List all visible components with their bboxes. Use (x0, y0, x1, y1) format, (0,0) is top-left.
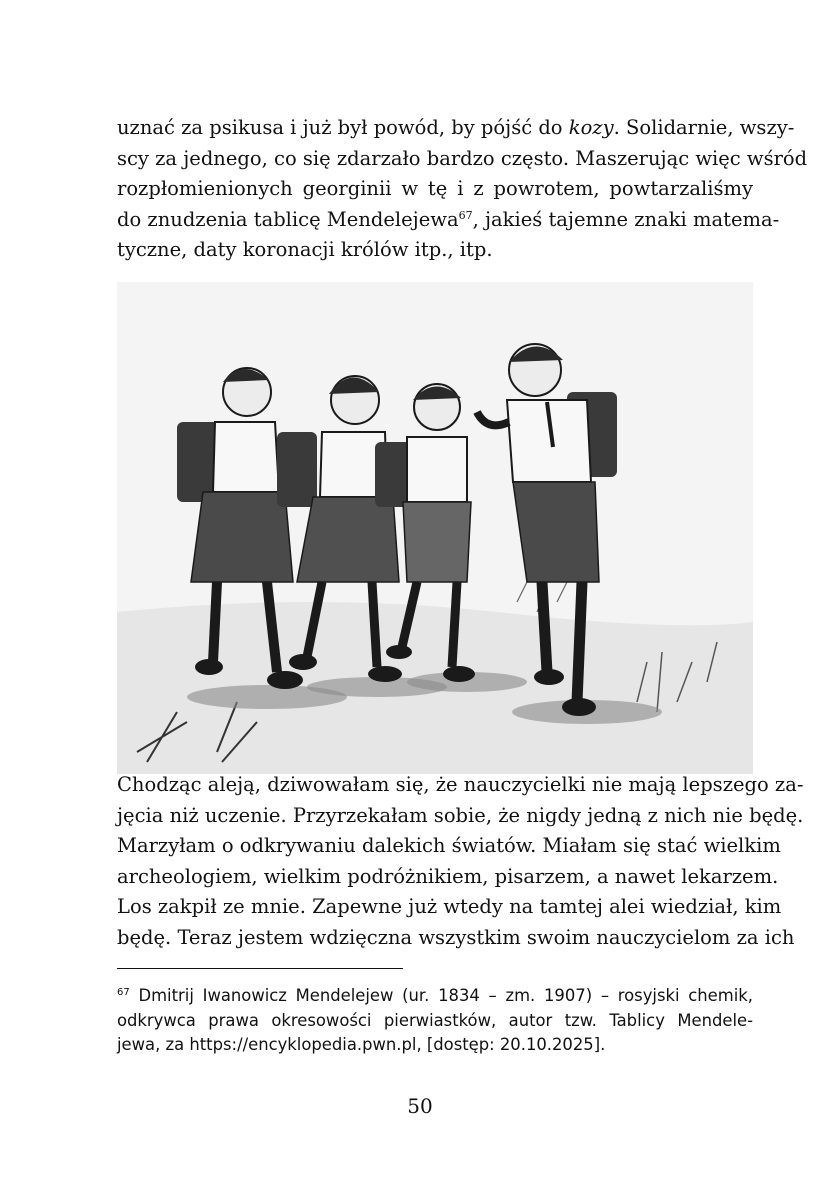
text-line: rozpłomienionych georginii w tę i z powrotem, powtarzaliśmy (117, 177, 753, 200)
text-line: jęcia niż uczenie. Przyrzekałam sobie, że nigdy jedną z nich nie będę. (117, 803, 804, 827)
footnote-line: $^{67}$ Dmitrij Iwanowicz Mendelejew (ur. 1834 – zm. 1907) – rosyjski chemik, (117, 986, 753, 1005)
footnote-line: odkrywca prawa okresowości pierwiastków, autor tzw. Tablicy Mendele- (117, 1010, 753, 1030)
page-number: 50 (407, 1094, 433, 1118)
text-line: Chodząc aleją, dziwowałam się, że nauczycielki nie mają lepszego za- (117, 773, 804, 796)
footnote-marker: 67 (117, 987, 130, 998)
text-line: do znudzenia tablicę Mendelejewa$^{67}$, jakieś tajemne znaki matema- (117, 207, 780, 231)
footnote-separator (117, 968, 403, 969)
italic-word: kozy (568, 116, 614, 139)
text-line: scy za jednego, co się zdarzało bardzo często. Maszerując więc wśród (117, 146, 808, 170)
body-paragraph-bottom (117, 770, 804, 953)
footnote-reference[interactable]: 67 (458, 208, 473, 222)
body-paragraph-top (117, 113, 808, 266)
text-line: Los zakpił ze mnie. Zapewne już wtedy na tamtej alei wiedział, kim (117, 895, 782, 918)
footnote-line: jewa, za https://encyklopedia.pwn.pl, [dostęp: 20.10.2025]. (117, 1035, 606, 1054)
footnote (117, 984, 753, 1058)
schoolchildren-walking-illustration (117, 282, 753, 774)
text-line: archeologiem, wielkim podróżnikiem, pisarzem, a nawet lekarzem. (117, 864, 779, 888)
text-line: tyczne, daty koronacji królów itp., itp. (117, 238, 493, 261)
text-line: Marzyłam o odkrywaniu dalekich światów. Miałam się stać wielkim (117, 834, 781, 857)
text-line: będę. Teraz jestem wdzięczna wszystkim swoim nauczycielom za ich (117, 925, 795, 949)
text-line: uznać za psikusa i już był powód, by pójść do kozy. Solidarnie, wszy- (117, 116, 795, 139)
